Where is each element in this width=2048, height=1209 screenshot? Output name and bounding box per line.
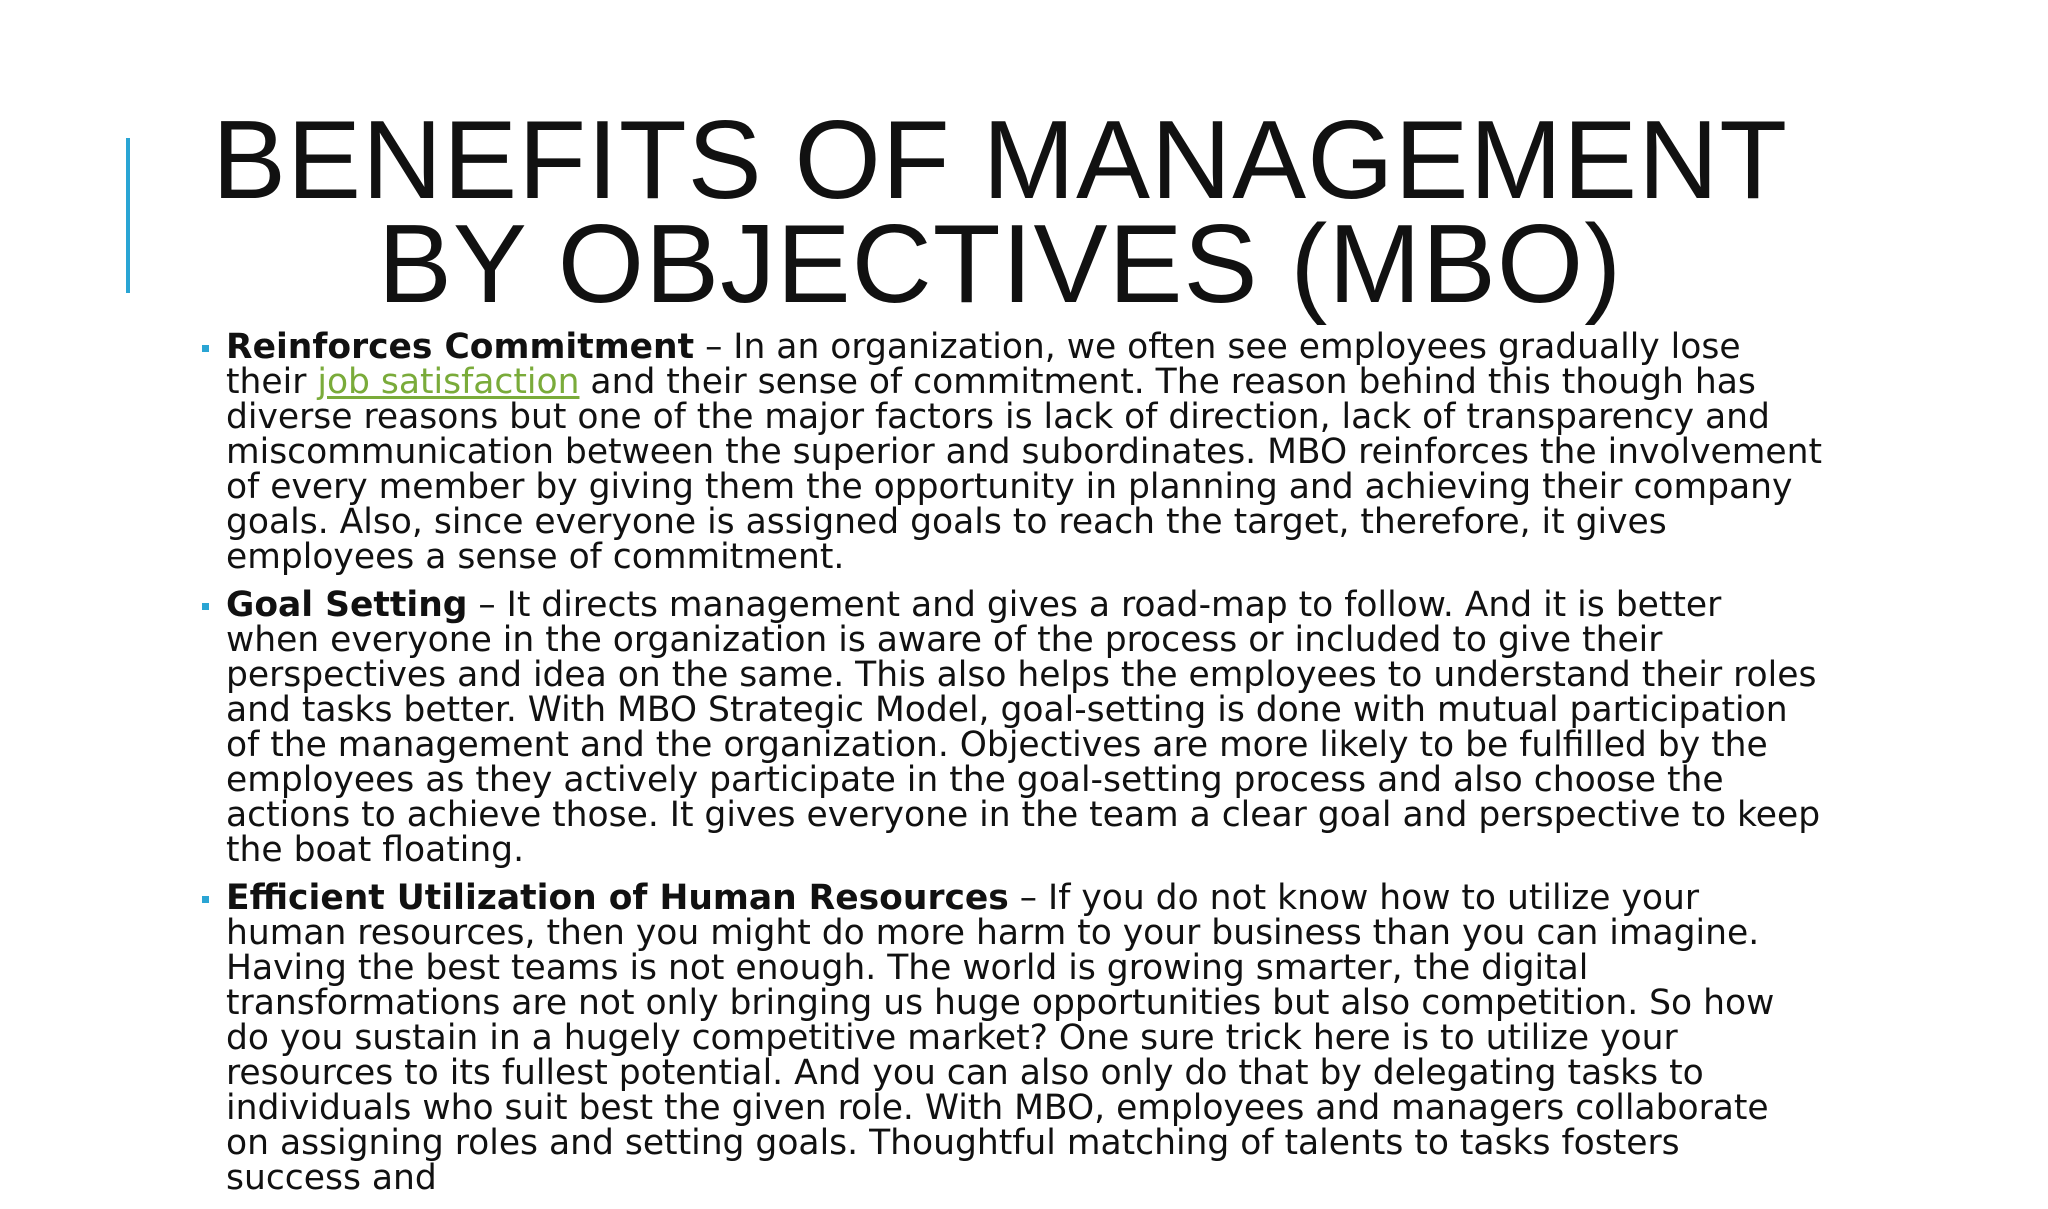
bullet-text: and their sense of commitment. The reason behind this though has diverse reasons but one of the major factors is lack of direction, lack of transparency and miscommunication between the superior and subordinates. MBO reinforces the involvement of every member by giving them the opportunity in planning and achieving their company goals. Also, since everyone is assigned goals to reach the target, therefore, it gives employees a sense of commitment. [226, 362, 1822, 577]
bullet-heading: Goal Setting [226, 585, 468, 625]
bullet-item-efficient-utilization [202, 878, 1822, 1198]
slide-title-line-2: BY OBJECTIVES (MBO) [377, 202, 1623, 326]
bullet-text: In an organization, we often see employees gradually lose their [226, 327, 1741, 402]
job-satisfaction-link[interactable]: job satisfaction [317, 362, 580, 402]
bullet-separator: – [694, 327, 734, 367]
bullet-separator: – [467, 585, 507, 625]
bullet-item-goal-setting [202, 585, 1822, 870]
bullet-list [202, 327, 1822, 1209]
bullet-item-reinforces-commitment [202, 327, 1822, 577]
bullet-heading: Reinforces Commitment [226, 327, 695, 367]
slide-title [160, 98, 1840, 326]
bullet-heading: Efficient Utilization of Human Resources [226, 878, 1009, 918]
slide-title-line-1: BENEFITS OF MANAGEMENT [211, 98, 1789, 222]
bullet-text: If you do not know how to utilize your human resources, then you might do more harm to your business than you can imagine. Having the best teams is not enough. The world is growing smarter, the digital transformations are not only bringing us huge opportunities but also competition. So how do you sustain in a hugely competitive market? One sure trick here is to utilize your resources to its fullest potential. And you can also only do that by delegating tasks to individuals who suit best the given role. With MBO, employees and managers collaborate on assigning roles and setting goals. Thoughtful matching of talents to tasks fosters success and [226, 878, 1775, 1198]
bullet-separator: – [1008, 878, 1049, 918]
bullet-square-icon [202, 896, 209, 903]
bullet-square-icon [202, 345, 209, 352]
bullet-text: It directs management and gives a road-map to follow. And it is better when everyone in the organization is aware of the process or included to give their perspectives and idea on the same. This also helps the employees to understand their roles and tasks better. With MBO Strategic Model, goal-setting is done with mutual participation of the management and the organization. Objectives are more likely to be fulfilled by the employees as they actively participate in the goal-setting process and also choose the actions to achieve those. It gives everyone in the team a clear goal and perspective to keep the boat floating. [226, 585, 1821, 870]
bullet-square-icon [202, 603, 209, 610]
title-accent-bar [126, 138, 130, 293]
